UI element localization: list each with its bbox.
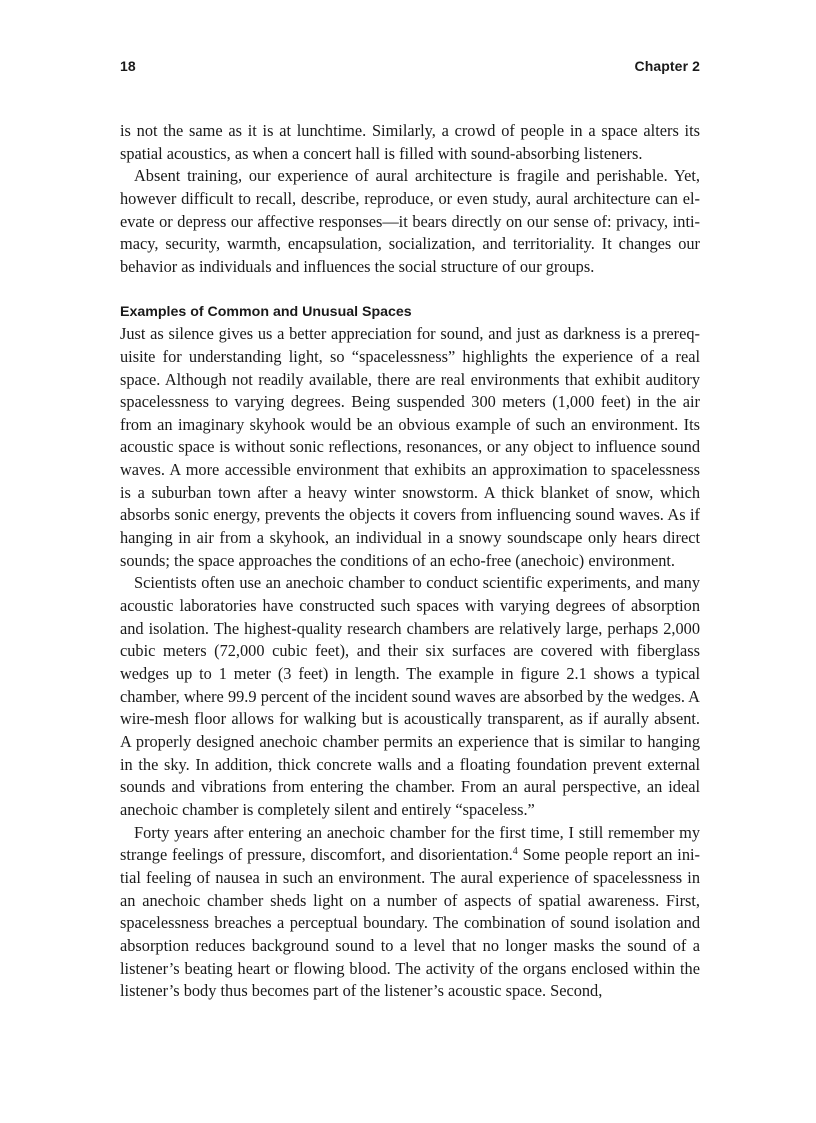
paragraph-text-before-note: Forty years after entering an anechoic chamber for the first time, I still remember my strange feelings of pressure, discomfort, and disorientation.: [120, 822, 700, 865]
footnote-marker[interactable]: 4: [512, 846, 518, 858]
paragraph-spacelessness: Just as silence gives us a better appreciation for sound, and just as darkness is a prerequisite for understanding light, so “spacelessness” highlights the experience of a real space. Although not readily available, there are real environments that exhibit auditory spacelessness to varying degrees. Being suspended 300 meters (1,000 feet) in the air from an imaginary skyhook would be an obvious example of such an environment. Its acoustic space is without sonic reflections, resonances, or any object to influence sound waves. A more accessible environment that exhibits an approximation to spacelessness is a suburban town after a heavy winter snowstorm. A thick blanket of snow, which absorbs sonic energy, prevents the objects it covers from influencing sound waves. As if hanging in air from a skyhook, an individual in a snowy soundscape only hears direct sounds; the space approaches the conditions of an echo-free (anechoic) environment.: [120, 324, 700, 570]
paragraph-continuation: is not the same as it is at lunchtime. Similarly, a crowd of people in a space alters its spatial acoustics, as when a concert hall is filled with sound-absorbing listeners.: [120, 121, 700, 163]
section-heading: Examples of Common and Unusual Spaces: [120, 303, 412, 320]
paragraph-personal-experience: [120, 822, 700, 1003]
paragraph-anechoic-chamber: Scientists often use an anechoic chamber to conduct scientific experiments, and many acoustic laboratories have constructed such spaces with varying degrees of absorption and isolation. The highest-quality research chambers are relatively large, perhaps 2,000 cubic meters (72,000 cubic feet), and their six surfaces are covered with fiberglass wedges up to 1 meter (3 feet) in length. The example in figure 2.1 shows a typical chamber, where 99.9 percent of the incident sound waves are absorbed by the wedges. A wire-mesh floor allows for walking but is acoustically transparent, as if aurally absent. A properly designed anechoic chamber permits an experience that is similar to hanging in the sky. In addition, thick concrete walls and a floating foundation prevent external sounds and vibrations from entering the chamber. From an aural perspective, an ideal anechoic chamber is completely silent and entirely “spaceless.”: [120, 573, 700, 819]
running-header: [120, 58, 700, 74]
page-number: 18: [120, 58, 136, 74]
chapter-label: Chapter 2: [634, 58, 700, 74]
paragraph-aural-training: Absent training, our experience of aural architecture is fragile and perishable. Yet, however difficult to recall, describe, reproduce, or even study, aural architecture can elevate or depress our affective responses—it bears directly on our sense of: privacy, intimacy, security, warmth, encapsulation, socialization, and territoriality. It changes our behavior as individuals and influences the social structure of our groups.: [120, 166, 700, 276]
page-body: [120, 120, 700, 1003]
paragraph-text-after-note: Some people report an initial feeling of nausea in such an environment. The aural experience of spacelessness in an anechoic chamber sheds light on a number of aspects of spatial awareness. First, spacelessness breaches a perceptual boundary. The combination of sound isolation and absorption reduces background sound to a level that no longer masks the sound of a listener’s beating heart or flowing blood. The activity of the organs enclosed within the listener’s body thus becomes part of the listener’s acoustic space. Second,: [120, 845, 700, 1001]
